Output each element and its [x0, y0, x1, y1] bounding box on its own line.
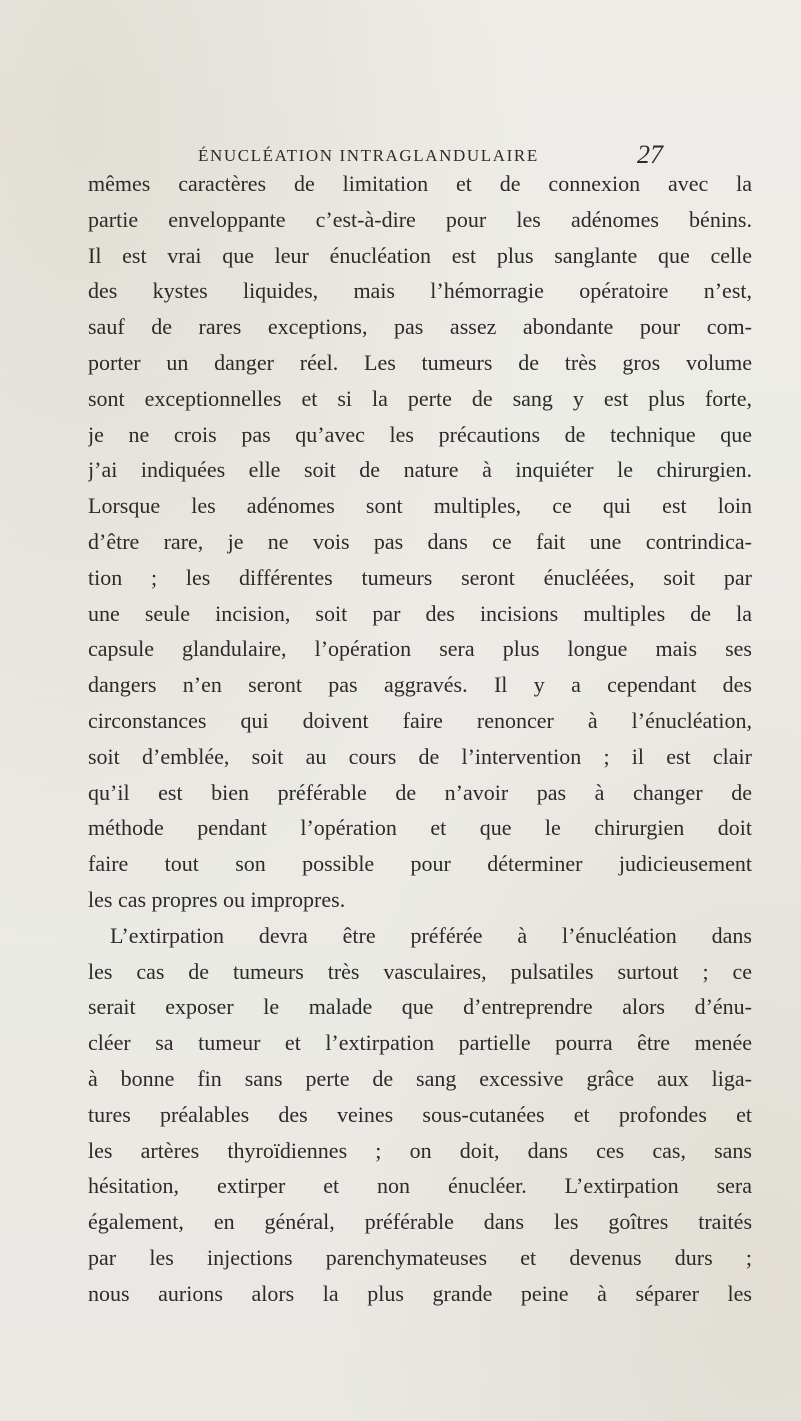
- text-line: les cas propres ou impropres.: [88, 886, 346, 912]
- text-line: je ne crois pas qu’avec les précautions de technique que: [88, 421, 752, 447]
- text-line: nous aurions alors la plus grande peine à séparer les: [88, 1280, 752, 1306]
- text-line: par les injections parenchymateuses et devenus durs ;: [88, 1244, 752, 1270]
- text-line: les artères thyroïdiennes ; on doit, dans ces cas, sans: [88, 1137, 752, 1163]
- text-line: tion ; les différentes tumeurs seront énucléées, soit par: [88, 564, 752, 590]
- text-line: tures préalables des veines sous-cutanées et profondes et: [88, 1101, 752, 1127]
- text-line: qu’il est bien préférable de n’avoir pas à changer de: [88, 779, 752, 805]
- text-line: d’être rare, je ne vois pas dans ce fait une contrindica-: [88, 528, 752, 554]
- text-line: soit d’emblée, soit au cours de l’intervention ; il est clair: [88, 743, 752, 769]
- text-line: circonstances qui doivent faire renoncer à l’énucléation,: [88, 707, 752, 733]
- text-line: L’extirpation devra être préférée à l’énucléation dans: [110, 922, 752, 948]
- text-line: hésitation, extirper et non énucléer. L’extirpation sera: [88, 1173, 752, 1199]
- body-text: [88, 166, 752, 1312]
- text-line: j’ai indiquées elle soit de nature à inquiéter le chirurgien.: [88, 457, 752, 483]
- text-line: serait exposer le malade que d’entreprendre alors d’énu-: [88, 994, 752, 1020]
- text-line: mêmes caractères de limitation et de connexion avec la: [88, 171, 752, 196]
- text-line: Il est vrai que leur énucléation est plus sanglante que celle: [88, 242, 752, 268]
- text-line: une seule incision, soit par des incisions multiples de la: [88, 600, 752, 626]
- text-line: dangers n’en seront pas aggravés. Il y a cependant des: [88, 672, 752, 698]
- text-line: sont exceptionnelles et si la perte de sang y est plus forte,: [88, 385, 752, 411]
- text-line: à bonne fin sans perte de sang excessive grâce aux liga-: [88, 1065, 752, 1091]
- text-line: les cas de tumeurs très vasculaires, pulsatiles surtout ; ce: [88, 958, 752, 984]
- text-line: porter un danger réel. Les tumeurs de très gros volume: [88, 349, 752, 375]
- text-line: faire tout son possible pour déterminer judicieusement: [88, 851, 752, 877]
- text-line: également, en général, préférable dans les goîtres traités: [88, 1209, 752, 1235]
- text-line: sauf de rares exceptions, pas assez abondante pour com-: [88, 314, 752, 340]
- text-line: des kystes liquides, mais l’hémorragie opératoire n’est,: [88, 278, 752, 304]
- text-line: Lorsque les adénomes sont multiples, ce qui est loin: [88, 493, 752, 519]
- text-line: méthode pendant l’opération et que le chirurgien doit: [88, 815, 752, 841]
- running-title: ÉNUCLÉATION INTRAGLANDULAIRE: [198, 146, 539, 165]
- text-line: partie enveloppante c’est-à-dire pour les adénomes bénins.: [88, 206, 752, 232]
- text-line: capsule glandulaire, l’opération sera plus longue mais ses: [88, 636, 752, 662]
- text-line: cléer sa tumeur et l’extirpation partielle pourra être menée: [88, 1030, 752, 1056]
- page-number: 27: [637, 140, 663, 169]
